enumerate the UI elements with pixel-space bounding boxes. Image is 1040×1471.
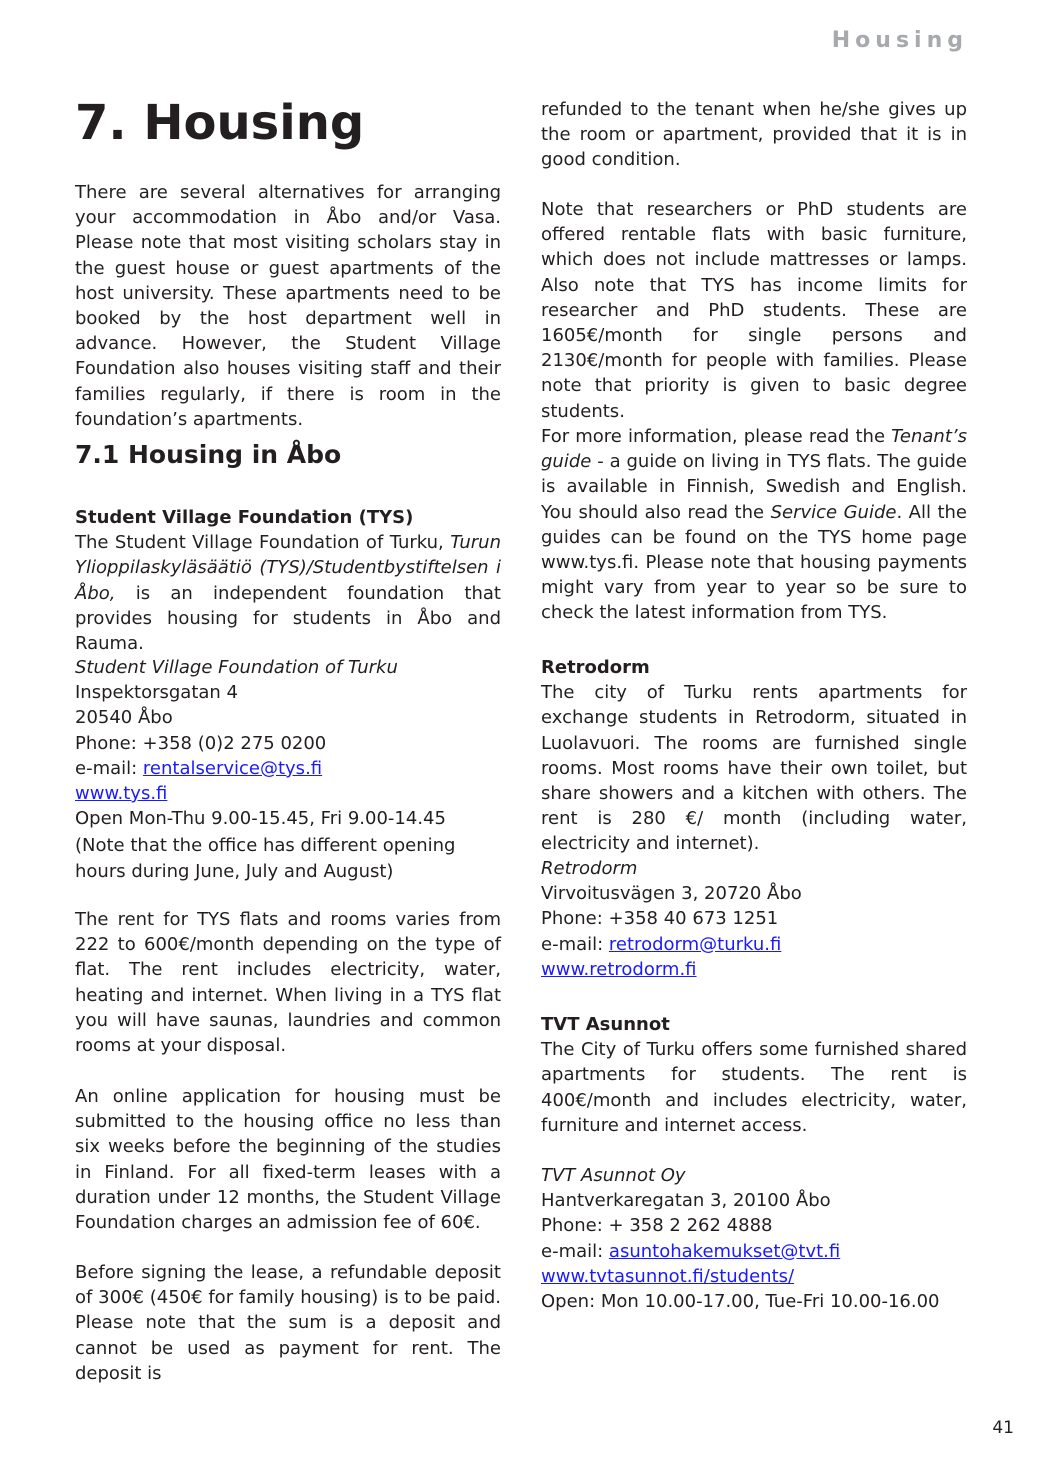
- retrodorm-phone: Phone: +358 40 673 1251: [541, 908, 779, 930]
- retrodorm-web-line: [541, 957, 967, 982]
- tvt-web-line: [541, 1264, 967, 1289]
- tys-rent: The rent for TYS flats and rooms varies from 222 to 600€/month depending on the type of flat. The rent includes electricity, water, heating and internet. When living in a TYS flat you will have saunas, laundries and common rooms at your disposal.: [75, 909, 501, 1057]
- chapter-title: 7. Housing: [75, 95, 365, 151]
- more-info-text-end: . All the guides can be found on the TYS home page www.tys.fi. Please note that housing payments might vary from year to year so be sure to check the latest information from TYS.: [541, 501, 967, 624]
- tys-contact-name: Student Village Foundation of Turku: [75, 657, 398, 678]
- tys-web-line: [75, 781, 501, 806]
- tys-deposit-continued: refunded to the tenant when he/she gives up the room or apartment, provided that it is in good condition.: [541, 99, 967, 171]
- tys-contact: [75, 655, 501, 884]
- tys-web-link[interactable]: www.tys.fi: [75, 783, 168, 805]
- tys-desc-text-end: is an independent foundation that provides housing for students in Åbo and Rauma.: [75, 582, 501, 655]
- tys-heading: Student Village Foundation (TYS): [75, 507, 414, 528]
- tys-desc-text: The Student Village Foundation of Turku,: [75, 532, 451, 554]
- tvt-address: Hantverkaregatan 3, 20100 Åbo: [541, 1190, 831, 1212]
- retrodorm-email-label: e-mail:: [541, 933, 609, 955]
- retrodorm-email-link[interactable]: retrodorm@turku.fi: [608, 933, 782, 955]
- retrodorm-web-link[interactable]: www.retrodorm.fi: [541, 958, 697, 980]
- tys-more-info: [541, 424, 967, 626]
- more-info-text-mid: - a guide on living in TYS flats. The guide is available in Finnish, Swedish and English. You should also read the: [541, 451, 967, 523]
- tvt-block: [541, 1012, 967, 1138]
- tys-email-line: [75, 756, 501, 781]
- tys-deposit: Before signing the lease, a refundable deposit of 300€ (450€ for family housing) is to be paid. Please note that the sum is a deposit and cannot be used as payment for rent. The deposit is: [75, 1262, 501, 1384]
- page-number: 41: [992, 1418, 1014, 1438]
- tys-email-link[interactable]: rentalservice@tys.fi: [142, 757, 323, 779]
- retrodorm-heading: Retrodorm: [541, 657, 650, 678]
- tys-phone: Phone: +358 (0)2 275 0200: [75, 732, 327, 754]
- tvt-email-label: e-mail:: [541, 1240, 609, 1262]
- retrodorm-contact-name: Retrodorm: [541, 858, 638, 879]
- tvt-hours: Open: Mon 10.00-17.00, Tue-Fri 10.00-16.00: [541, 1291, 940, 1313]
- retrodorm-address: Virvoitusvägen 3, 20720 Åbo: [541, 883, 802, 905]
- tvt-heading: TVT Asunnot: [541, 1014, 670, 1035]
- intro-paragraph: There are several alternatives for arranging your accommodation in Åbo and/or Vasa. Please note that most visiting scholars stay in the guest house or guest apartments of the host university. These apartments need to be booked by the host department well in advance. However, the Student Village Foundation also houses visiting staff and their families regularly, if there is room in the foundation’s apartments.: [75, 182, 501, 430]
- tvt-contact-name: TVT Asunnot Oy: [541, 1165, 686, 1186]
- tenants-guide-title: Tenant’s guide: [541, 426, 967, 473]
- tvt-phone: Phone: + 358 2 262 4888: [541, 1215, 773, 1237]
- tvt-contact: [541, 1163, 967, 1314]
- tys-street: Inspektorsgatan 4: [75, 682, 238, 704]
- running-header: Housing: [831, 28, 968, 53]
- tys-desc-italic: Turun Ylioppilaskyläsäätiö (TYS)/Studentbystiftelsen i Åbo,: [75, 532, 501, 604]
- tvt-email-line: [541, 1239, 967, 1264]
- tvt-web-link[interactable]: www.tvtasunnot.fi/students/: [541, 1265, 795, 1287]
- tvt-email-link[interactable]: asuntohakemukset@tvt.fi: [608, 1240, 841, 1262]
- tys-description: [75, 530, 501, 656]
- retrodorm-block: [541, 655, 967, 857]
- tys-researchers-note: Note that researchers or PhD students are offered rentable flats with basic furniture, which does not include mattresses or lamps. Also note that TYS has income limits for researcher and PhD students. These are 1605€/month for single persons and 2130€/month for people with families. Please note that priority is given to basic degree students.: [541, 199, 967, 422]
- tys-hours: Open Mon-Thu 9.00-15.45, Fri 9.00-14.45: [75, 808, 446, 830]
- retrodorm-description: The city of Turku rents apartments for exchange students in Retrodorm, situated in Luolavuori. The rooms are furnished single rooms. Most rooms have their own toilet, but share showers and a kitchen with others. The rent is 280 €/ month (including water, electricity and internet).: [541, 682, 967, 855]
- retrodorm-email-line: [541, 932, 967, 957]
- more-info-text: For more information, please read the: [541, 426, 892, 447]
- tys-hours-note: (Note that the office has different opening hours during June, July and August): [75, 835, 456, 882]
- service-guide-title: Service Guide: [770, 501, 897, 523]
- tys-block: [75, 505, 501, 656]
- tys-email-label: e-mail:: [75, 757, 143, 779]
- tvt-description: The City of Turku offers some furnished shared apartments for students. The rent is 400€/month and includes electricity, water, furniture and internet access.: [541, 1039, 967, 1136]
- retrodorm-contact: [541, 856, 967, 982]
- tys-application: An online application for housing must be submitted to the housing office no less than six weeks before the beginning of the studies in Finland. For all fixed-term leases with a duration under 12 months, the Student Village Foundation charges an admission fee of 60€.: [75, 1086, 501, 1234]
- tys-postal: 20540 Åbo: [75, 707, 173, 729]
- section-title: 7.1 Housing in Åbo: [75, 440, 342, 469]
